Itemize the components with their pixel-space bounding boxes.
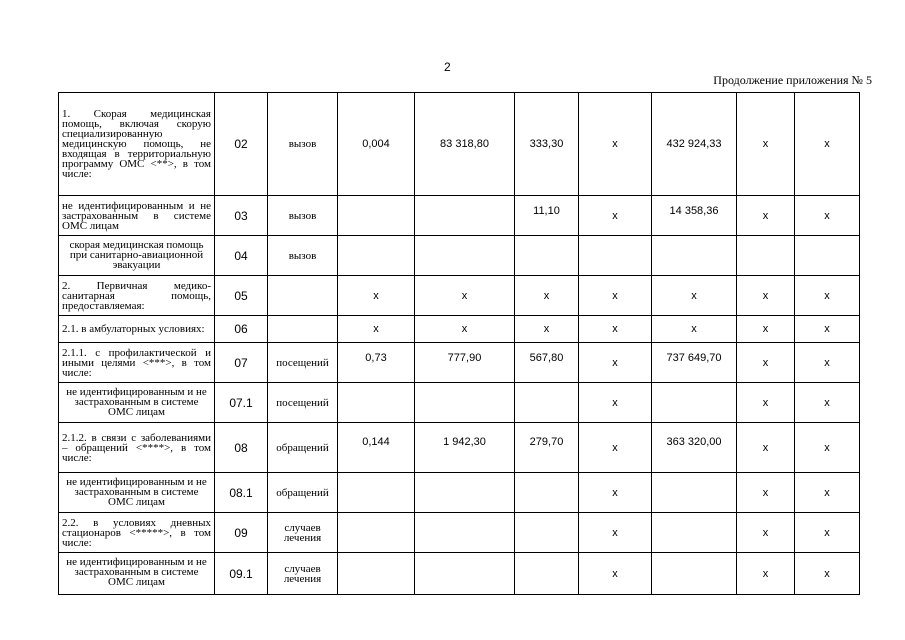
cell-value [338, 513, 415, 553]
cell-value [652, 473, 737, 513]
cell-value [338, 473, 415, 513]
cell-value: x [795, 423, 860, 473]
cell-value: x [795, 553, 860, 595]
table-row [59, 93, 860, 196]
row-description: не идентифицированным и не застрахованным в системе ОМС лицам [59, 383, 215, 423]
row-unit: обращений [268, 473, 338, 513]
row-code: 02 [215, 93, 268, 196]
cell-value: x [652, 316, 737, 343]
cell-value [338, 553, 415, 595]
cell-value: x [737, 473, 795, 513]
table-row [59, 513, 860, 553]
row-code: 03 [215, 196, 268, 236]
cell-value: x [579, 343, 652, 383]
table-row [59, 473, 860, 513]
row-unit: вызов [268, 93, 338, 196]
cell-value: 279,70 [515, 423, 579, 473]
cell-value: x [579, 93, 652, 196]
row-code: 08.1 [215, 473, 268, 513]
report-table [58, 92, 860, 595]
cell-value: 737 649,70 [652, 343, 737, 383]
row-description: 2.2. в условиях дневных стационаров <*****>, в том числе: [59, 513, 215, 553]
cell-value [338, 196, 415, 236]
row-unit: вызов [268, 236, 338, 276]
cell-value [338, 383, 415, 423]
row-unit: обращений [268, 423, 338, 473]
table-row [59, 383, 860, 423]
row-code: 06 [215, 316, 268, 343]
cell-value: 1 942,30 [415, 423, 515, 473]
row-code: 09 [215, 513, 268, 553]
cell-value: x [737, 423, 795, 473]
cell-value: x [579, 316, 652, 343]
cell-value: 363 320,00 [652, 423, 737, 473]
row-code: 07 [215, 343, 268, 383]
cell-value: x [737, 316, 795, 343]
cell-value [415, 196, 515, 236]
cell-value: x [579, 473, 652, 513]
cell-value: x [795, 93, 860, 196]
table-row [59, 196, 860, 236]
page-number: 2 [444, 60, 451, 74]
cell-value: x [795, 196, 860, 236]
cell-value [652, 553, 737, 595]
cell-value [515, 236, 579, 276]
row-description: не идентифицированным и не застрахованным в системе ОМС лицам [59, 553, 215, 595]
cell-value [795, 236, 860, 276]
table-row [59, 276, 860, 316]
table-row [59, 236, 860, 276]
row-description: скорая медицинская помощь при санитарно-авиационной эвакуации [59, 236, 215, 276]
row-description: не идентифицированным и не застрахованным в системе ОМС лицам [59, 196, 215, 236]
row-unit: посещений [268, 343, 338, 383]
row-description: 2. Первичная медико-санитарная помощь, предоставляемая: [59, 276, 215, 316]
table-row [59, 423, 860, 473]
cell-value: x [579, 423, 652, 473]
cell-value [515, 383, 579, 423]
cell-value [652, 236, 737, 276]
cell-value: x [795, 383, 860, 423]
cell-value: x [415, 316, 515, 343]
cell-value: x [579, 276, 652, 316]
cell-value: x [579, 553, 652, 595]
row-unit: случаев лечения [268, 513, 338, 553]
row-code: 05 [215, 276, 268, 316]
cell-value: x [737, 383, 795, 423]
row-code: 07.1 [215, 383, 268, 423]
cell-value: x [515, 316, 579, 343]
cell-value: x [338, 316, 415, 343]
row-code: 08 [215, 423, 268, 473]
cell-value [515, 513, 579, 553]
table-row [59, 316, 860, 343]
cell-value: 567,80 [515, 343, 579, 383]
cell-value: x [579, 383, 652, 423]
continuation-heading: Продолжение приложения № 5 [713, 73, 872, 87]
row-description: не идентифицированным и не застрахованным в системе ОМС лицам [59, 473, 215, 513]
cell-value: 0,004 [338, 93, 415, 196]
cell-value: x [652, 276, 737, 316]
cell-value: x [737, 513, 795, 553]
cell-value: x [795, 316, 860, 343]
cell-value: x [795, 276, 860, 316]
cell-value: 0,73 [338, 343, 415, 383]
row-description: 1. Скорая медицинская помощь, включая скорую специализированную медицинскую помощь, не входящая в территориальную программу ОМС <**>, в том числе: [59, 93, 215, 196]
row-unit: случаев лечения [268, 553, 338, 595]
cell-value [415, 553, 515, 595]
row-code: 04 [215, 236, 268, 276]
row-unit [268, 316, 338, 343]
cell-value [652, 513, 737, 553]
row-description: 2.1.1. с профилактической и иными целями <***>, в том числе: [59, 343, 215, 383]
cell-value: x [515, 276, 579, 316]
cell-value [515, 553, 579, 595]
cell-value: x [338, 276, 415, 316]
cell-value [338, 236, 415, 276]
cell-value [415, 236, 515, 276]
row-description: 2.1. в амбулаторных условиях: [59, 316, 215, 343]
cell-value: 14 358,36 [652, 196, 737, 236]
cell-value [652, 383, 737, 423]
cell-value: x [795, 343, 860, 383]
cell-value [579, 236, 652, 276]
row-description: 2.1.2. в связи с заболеваниями – обращений <****>, в том числе: [59, 423, 215, 473]
cell-value: x [737, 343, 795, 383]
cell-value [415, 513, 515, 553]
cell-value [737, 236, 795, 276]
table-row [59, 343, 860, 383]
row-unit: вызов [268, 196, 338, 236]
cell-value: x [737, 196, 795, 236]
row-unit [268, 276, 338, 316]
table-row [59, 553, 860, 595]
row-unit: посещений [268, 383, 338, 423]
cell-value: x [737, 276, 795, 316]
cell-value: 11,10 [515, 196, 579, 236]
cell-value: x [737, 93, 795, 196]
cell-value: 777,90 [415, 343, 515, 383]
cell-value: x [415, 276, 515, 316]
cell-value: x [579, 196, 652, 236]
cell-value: 333,30 [515, 93, 579, 196]
cell-value: 432 924,33 [652, 93, 737, 196]
cell-value [515, 473, 579, 513]
cell-value [415, 383, 515, 423]
cell-value [415, 473, 515, 513]
cell-value: x [795, 513, 860, 553]
cell-value: 0,144 [338, 423, 415, 473]
cell-value: 83 318,80 [415, 93, 515, 196]
cell-value: x [795, 473, 860, 513]
cell-value: x [737, 553, 795, 595]
row-code: 09.1 [215, 553, 268, 595]
cell-value: x [579, 513, 652, 553]
